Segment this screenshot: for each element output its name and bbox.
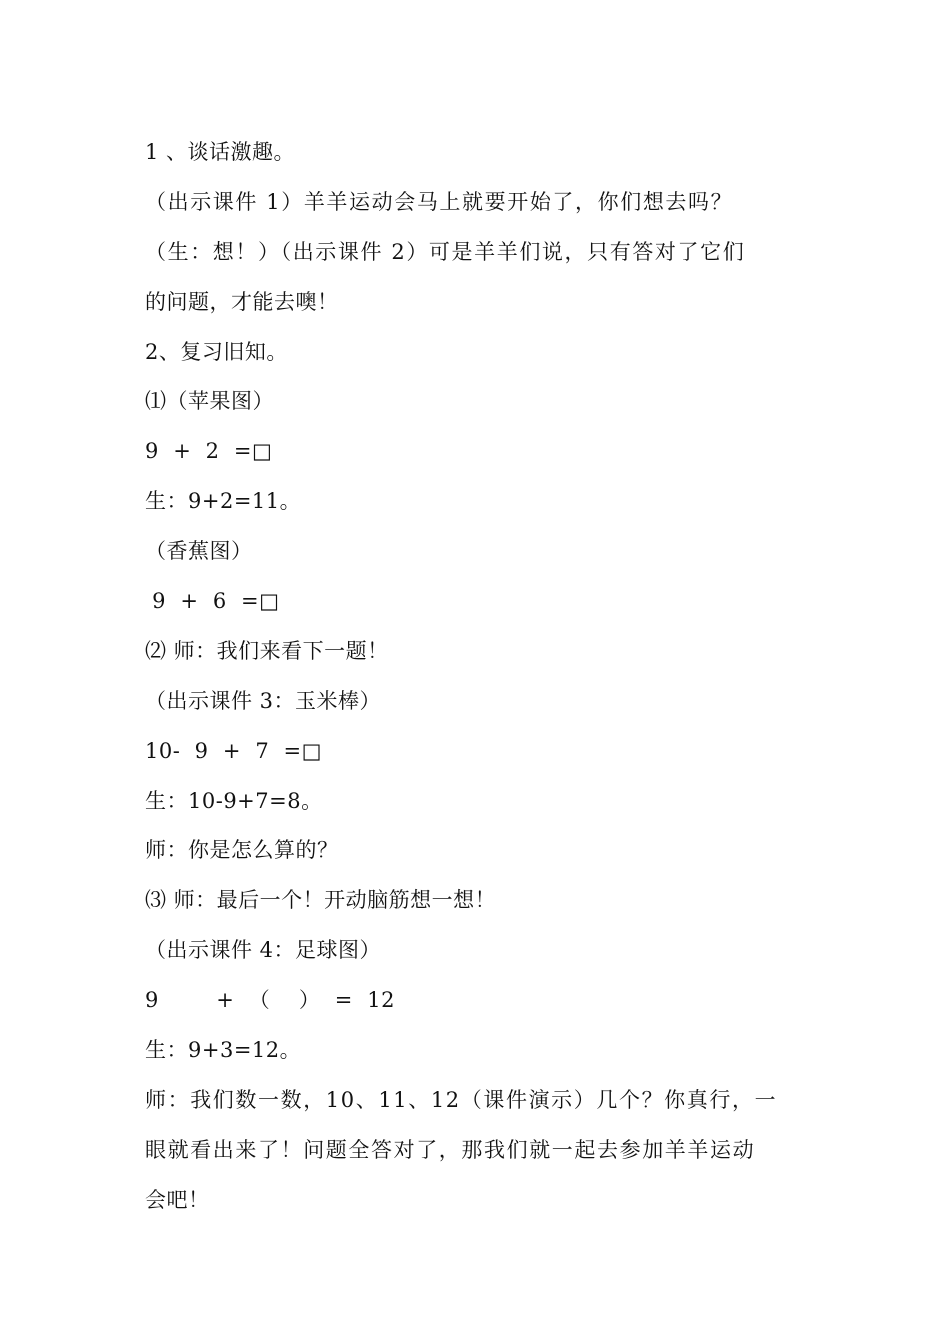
section-heading-1: 1 、谈话激趣。: [145, 140, 296, 164]
student-answer: 生：9+3=12。: [145, 1038, 302, 1063]
item-label: （出示课件 4：足球图）: [145, 938, 382, 963]
document-body: [145, 133, 810, 1231]
section-heading-2: 2、复习旧知。: [145, 339, 288, 364]
item-label: ⑴（苹果图）: [145, 389, 274, 414]
paragraph-line: 的问题，才能去噢！: [145, 289, 339, 314]
teacher-line: 师：你是怎么算的？: [145, 838, 339, 863]
paragraph-line: （生：想！）（出示课件 2）可是羊羊们说，只有答对了它们: [145, 239, 746, 264]
item-label: （香蕉图）: [145, 539, 253, 564]
teacher-line: ⑵ 师：我们来看下一题！: [145, 638, 389, 663]
equation-line: 10- 9 + 7 =□: [145, 738, 322, 763]
paragraph-line: 会吧！: [145, 1187, 210, 1212]
equation-line: 9 + （ ） = 12: [145, 988, 395, 1013]
equation-line: 9 + 2 =□: [145, 439, 273, 464]
student-answer: 生：9+2=11。: [145, 489, 302, 514]
paragraph-line: 眼就看出来了！问题全答对了，那我们就一起去参加羊羊运动: [145, 1137, 756, 1162]
paragraph-line: （出示课件 1）羊羊运动会马上就要开始了，你们想去吗？: [145, 189, 734, 214]
paragraph-line: 师：我们数一数，10、11、12（课件演示）几个？你真行，一: [145, 1087, 778, 1112]
item-label: （出示课件 3：玉米棒）: [145, 688, 382, 713]
student-answer: 生：10-9+7=8。: [145, 788, 323, 813]
equation-line: 9 + 6 =□: [145, 589, 280, 614]
teacher-line: ⑶ 师：最后一个！开动脑筋想一想！: [145, 888, 497, 913]
